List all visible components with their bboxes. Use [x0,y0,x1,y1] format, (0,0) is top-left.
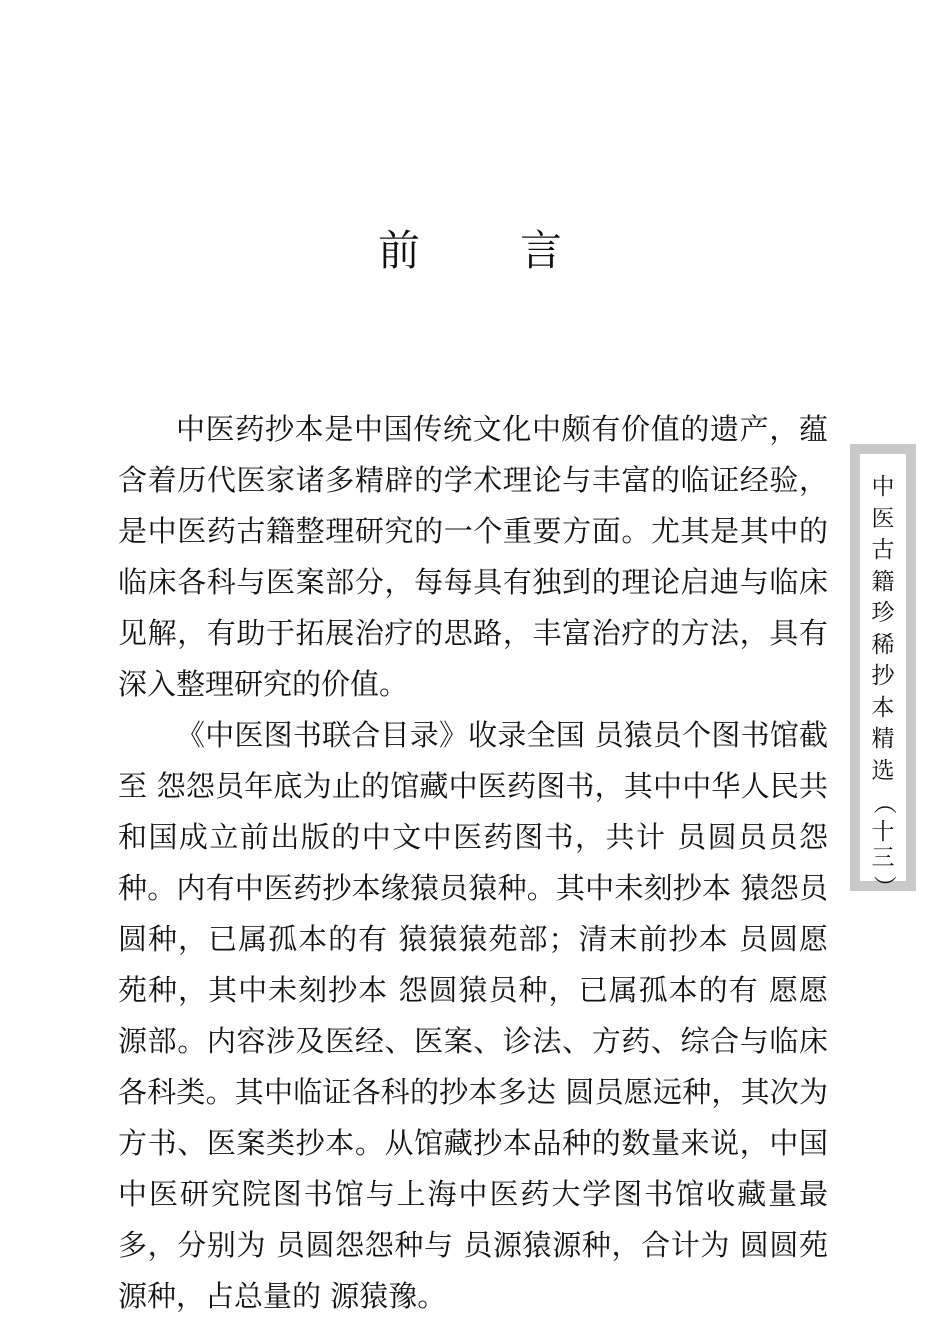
side-tab-paren-open: （ [870,791,897,815]
side-tab-paren-close: ） [870,874,897,898]
side-tab-char: 医 [871,505,895,532]
side-tab-char: 稀 [871,631,895,658]
series-side-tab-label [860,454,906,898]
page-title [0,218,940,278]
side-tab-number [860,819,906,871]
page-title-part1: 前 [377,226,420,275]
side-tab-char: 精 [871,726,895,752]
series-side-tab [850,444,916,898]
side-tab-number-char: 三 [871,844,895,871]
side-tab-char: 中 [871,474,895,500]
side-tab-char: 抄 [871,663,895,689]
side-tab-char: 本 [871,694,895,721]
side-tab-char: 籍 [871,568,895,595]
paragraph-2: 《中医图书联合目录》收录全国 员猿员个图书馆截至 怨怨员年底为止的馆藏中医药图书，其中中华人民共和国成立前出版的中文中医药图书，共计 员圆员员怨种。内有中医药抄本缘猿员猿种。其中未刻抄本 猿怨员圆种，已属孤本的有 猿猿猿苑部；清末前抄本 员圆愿苑种，其中未刻抄本 怨圆猿员种，已属孤本的有 愿愿源部。内容涉及医经、医案、诊法、方药、综合与临床各科类。其中临证各科的抄本多达 圆员愿远种，其次为方书、医案类抄本。从馆藏抄本品种的数量来说，中国中医研究院图书馆与上海中医药大学图书馆收藏量最多，分别为 员圆怨怨种与 员源猿源种，合计为 圆圆苑源种，占总量的 源猿豫。 [118,718,828,1313]
side-tab-char: 古 [871,537,895,563]
paragraph-1: 中医药抄本是中国传统文化中颇有价值的遗产，蕴含着历代医家诸多精辟的学术理论与丰富的临证经验，是中医药古籍整理研究的一个重要方面。尤其是其中的临床各科与医案部分，每每具有独到的理论启迪与临床见解，有助于拓展治疗的思路，丰富治疗的方法，具有深入整理研究的价值。 [118,412,828,701]
side-tab-char: 选 [871,757,895,784]
side-tab-char: 珍 [871,600,895,626]
side-tab-number-char: 十 [871,818,895,845]
page-title-part2: 言 [520,226,563,275]
body-text [118,404,828,1322]
